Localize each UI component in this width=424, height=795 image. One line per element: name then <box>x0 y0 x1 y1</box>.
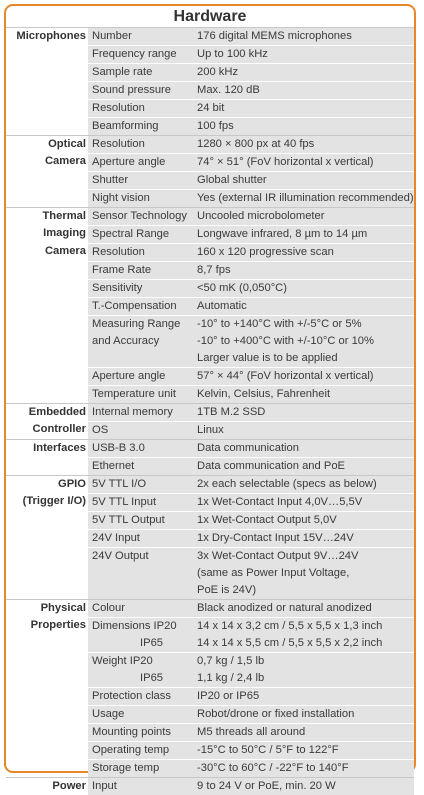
parameter-label: Sensitivity <box>88 279 196 297</box>
spec-row <box>6 440 414 457</box>
spec-row <box>6 741 414 759</box>
parameter-label: Spectral Range <box>88 225 196 243</box>
parameter-label: Shutter <box>88 171 196 189</box>
spec-row <box>6 723 414 741</box>
parameter-label: Number <box>88 28 196 45</box>
parameter-value: <50 mK (0,050°C) <box>196 279 414 297</box>
parameter-label: Frame Rate <box>88 261 196 279</box>
parameter-label: 24V Output <box>88 547 196 565</box>
parameter-label: and Accuracy <box>88 333 196 350</box>
parameter-label: Beamforming <box>88 117 196 135</box>
category-label <box>6 171 88 189</box>
spec-row <box>6 778 414 795</box>
category-label <box>6 670 88 687</box>
spec-row <box>6 261 414 279</box>
category-label: Power <box>52 780 86 792</box>
parameter-value: -15°C to 50°C / 5°F to 122°F <box>196 741 414 759</box>
parameter-label <box>88 350 196 367</box>
parameter-value: 1x Wet-Contact Input 4,0V…5,5V <box>196 493 414 511</box>
parameter-label: Operating temp <box>88 741 196 759</box>
parameter-value: 1x Wet-Contact Output 5,0V <box>196 511 414 529</box>
spec-sections <box>6 28 414 795</box>
parameter-label: T.-Compensation <box>88 297 196 315</box>
spec-row <box>6 565 414 582</box>
parameter-value: 1280 × 800 px at 40 fps <box>196 136 414 153</box>
spec-row <box>6 225 414 243</box>
category-label: Microphones <box>16 30 86 42</box>
category-label: Imaging <box>43 227 86 239</box>
category-label <box>6 279 88 297</box>
spec-row <box>6 511 414 529</box>
spec-row <box>6 117 414 135</box>
spec-row <box>6 635 414 652</box>
parameter-value: Automatic <box>196 297 414 315</box>
category-label <box>6 189 88 207</box>
category-label: Thermal <box>42 210 86 222</box>
parameter-label: Sensor Technology <box>88 208 196 225</box>
category-label: Optical <box>48 138 86 150</box>
parameter-label: Protection class <box>88 687 196 705</box>
spec-row <box>6 687 414 705</box>
spec-section <box>6 778 414 795</box>
parameter-value: Kelvin, Celsius, Fahrenheit <box>196 385 414 403</box>
category-label <box>6 367 88 385</box>
parameter-value: IP20 or IP65 <box>196 687 414 705</box>
category-label <box>6 261 88 279</box>
parameter-label: Aperture angle <box>88 153 196 171</box>
category-label: Physical <box>40 602 86 614</box>
category-label: GPIO <box>58 478 86 490</box>
parameter-label: Storage temp <box>88 759 196 777</box>
parameter-value: Larger value is to be applied <box>196 350 414 367</box>
parameter-value: PoE is 24V) <box>196 582 414 599</box>
parameter-value: 3x Wet-Contact Output 9V…24V <box>196 547 414 565</box>
parameter-label: Sound pressure <box>88 81 196 99</box>
parameter-label: Temperature unit <box>88 385 196 403</box>
category-label <box>6 565 88 582</box>
parameter-label: Weight IP20 <box>88 652 196 670</box>
parameter-value: Yes (external IR illumination recommended) <box>196 189 414 207</box>
category-label <box>6 81 88 99</box>
category-label <box>6 117 88 135</box>
parameter-label: Sample rate <box>88 63 196 81</box>
parameter-label: Usage <box>88 705 196 723</box>
parameter-value: Max. 120 dB <box>196 81 414 99</box>
parameter-value: 176 digital MEMS microphones <box>196 28 414 45</box>
parameter-label: Colour <box>88 600 196 617</box>
parameter-value: 0,7 kg / 1,5 lb <box>196 652 414 670</box>
category-label: Camera <box>44 245 86 257</box>
parameter-label: Resolution <box>88 136 196 153</box>
category-label <box>6 99 88 117</box>
spec-section <box>6 28 414 136</box>
spec-row <box>6 279 414 297</box>
spec-row <box>6 136 414 153</box>
spec-row <box>6 315 414 333</box>
parameter-label: Night vision <box>88 189 196 207</box>
category-label: Embedded <box>28 406 86 418</box>
category-label: Controller <box>32 423 86 435</box>
spec-row <box>6 28 414 45</box>
category-label <box>6 687 88 705</box>
spec-row <box>6 421 414 439</box>
spec-section <box>6 208 414 404</box>
spec-row <box>6 297 414 315</box>
parameter-label <box>88 565 196 582</box>
spec-row <box>6 153 414 171</box>
parameter-value: Uncooled microbolometer <box>196 208 414 225</box>
spec-row <box>6 63 414 81</box>
spec-row <box>6 404 414 421</box>
parameter-label: Aperture angle <box>88 367 196 385</box>
category-label: Properties <box>30 619 86 631</box>
parameter-value: -10° to +140°C with +/-5°C or 5% <box>196 315 414 333</box>
parameter-value: Linux <box>196 421 414 439</box>
parameter-value: M5 threads all around <box>196 723 414 741</box>
category-label <box>6 652 88 670</box>
spec-row <box>6 99 414 117</box>
spec-row <box>6 81 414 99</box>
spec-row <box>6 529 414 547</box>
category-label <box>6 350 88 367</box>
parameter-value: 1,1 kg / 2,4 lb <box>196 670 414 687</box>
category-label <box>6 741 88 759</box>
parameter-label: USB-B 3.0 <box>88 440 196 457</box>
spec-row <box>6 171 414 189</box>
parameter-value: -10° to +400°C with +/-10°C or 10% <box>196 333 414 350</box>
spec-section <box>6 404 414 440</box>
parameter-value: Up to 100 kHz <box>196 45 414 63</box>
category-label <box>6 759 88 777</box>
category-label <box>6 385 88 403</box>
category-label <box>6 635 88 652</box>
category-label: (Trigger I/O) <box>22 495 86 507</box>
spec-row <box>6 457 414 475</box>
parameter-label: Resolution <box>88 99 196 117</box>
parameter-value: Data communication <box>196 440 414 457</box>
spec-row <box>6 476 414 493</box>
spec-row <box>6 367 414 385</box>
parameter-value: Global shutter <box>196 171 414 189</box>
category-label <box>6 511 88 529</box>
category-label <box>6 723 88 741</box>
spec-section <box>6 136 414 208</box>
parameter-label: Measuring Range <box>88 315 196 333</box>
parameter-value: 8,7 fps <box>196 261 414 279</box>
spec-row <box>6 385 414 403</box>
spec-row <box>6 189 414 207</box>
category-label <box>6 297 88 315</box>
category-label <box>6 529 88 547</box>
parameter-label: Resolution <box>88 243 196 261</box>
spec-row <box>6 617 414 635</box>
spec-row <box>6 493 414 511</box>
parameter-value: -30°C to 60°C / -22°F to 140°F <box>196 759 414 777</box>
spec-row <box>6 350 414 367</box>
category-label <box>6 315 88 333</box>
parameter-label: Ethernet <box>88 457 196 475</box>
spec-row <box>6 705 414 723</box>
parameter-value: 14 x 14 x 3,2 cm / 5,5 x 5,5 x 1,3 inch <box>196 617 414 635</box>
parameter-value: 100 fps <box>196 117 414 135</box>
spec-section <box>6 476 414 600</box>
parameter-label: Frequency range <box>88 45 196 63</box>
spec-row <box>6 582 414 599</box>
spec-section <box>6 600 414 778</box>
hardware-spec-table <box>4 4 416 792</box>
parameter-value: (same as Power Input Voltage, <box>196 565 414 582</box>
category-label <box>6 333 88 350</box>
spec-row <box>6 333 414 350</box>
category-label <box>6 705 88 723</box>
parameter-value: 200 kHz <box>196 63 414 81</box>
spec-row <box>6 208 414 225</box>
spec-row <box>6 243 414 261</box>
parameter-label: 24V Input <box>88 529 196 547</box>
category-label <box>6 45 88 63</box>
parameter-value: Robot/drone or fixed installation <box>196 705 414 723</box>
category-label <box>6 582 88 599</box>
parameter-label: 5V TTL Input <box>88 493 196 511</box>
parameter-label: IP65 <box>88 670 196 687</box>
parameter-value: Longwave infrared, 8 µm to 14 µm <box>196 225 414 243</box>
parameter-label <box>88 582 196 599</box>
parameter-value: 9 to 24 V or PoE, min. 20 W <box>196 778 414 795</box>
category-label <box>6 457 88 475</box>
parameter-label: 5V TTL Output <box>88 511 196 529</box>
parameter-value: 2x each selectable (specs as below) <box>196 476 414 493</box>
parameter-value: 1x Dry-Contact Input 15V…24V <box>196 529 414 547</box>
table-title: Hardware <box>6 6 414 28</box>
parameter-label: Input <box>88 778 196 795</box>
parameter-label: Mounting points <box>88 723 196 741</box>
spec-row <box>6 759 414 777</box>
parameter-label: IP65 <box>88 635 196 652</box>
category-label: Interfaces <box>33 442 86 454</box>
spec-row <box>6 45 414 63</box>
category-label: Camera <box>44 155 86 167</box>
spec-row <box>6 600 414 617</box>
spec-section <box>6 440 414 476</box>
parameter-label: Dimensions IP20 <box>88 617 196 635</box>
spec-row <box>6 670 414 687</box>
parameter-value: 74° × 51° (FoV horizontal x vertical) <box>196 153 414 171</box>
spec-row <box>6 547 414 565</box>
parameter-label: OS <box>88 421 196 439</box>
parameter-value: Black anodized or natural anodized <box>196 600 414 617</box>
category-label <box>6 63 88 81</box>
parameter-value: 1TB M.2 SSD <box>196 404 414 421</box>
parameter-value: 24 bit <box>196 99 414 117</box>
parameter-value: Data communication and PoE <box>196 457 414 475</box>
parameter-value: 57° × 44° (FoV horizontal x vertical) <box>196 367 414 385</box>
spec-row <box>6 652 414 670</box>
category-label <box>6 547 88 565</box>
parameter-value: 14 x 14 x 5,5 cm / 5,5 x 5,5 x 2,2 inch <box>196 635 414 652</box>
parameter-value: 160 x 120 progressive scan <box>196 243 414 261</box>
parameter-label: 5V TTL I/O <box>88 476 196 493</box>
parameter-label: Internal memory <box>88 404 196 421</box>
